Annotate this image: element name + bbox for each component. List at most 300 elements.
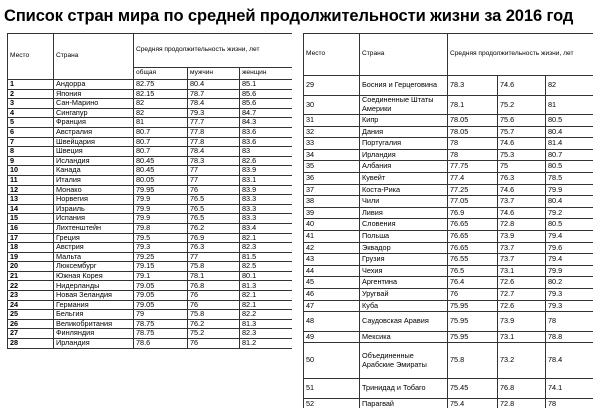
rank-cell: 33 (304, 138, 360, 150)
rank-cell: 50 (304, 343, 360, 379)
table-row (8, 127, 293, 137)
female-cell: 82.1 (240, 291, 293, 301)
country-cell: Люксембург (54, 262, 134, 272)
table-row (304, 312, 594, 332)
rank-cell: 21 (8, 271, 54, 281)
female-cell: 81.3 (240, 319, 293, 329)
table-row (304, 288, 594, 300)
female-cell: 83.4 (240, 223, 293, 233)
rank-cell: 12 (8, 185, 54, 195)
female-cell: 78.5 (546, 172, 594, 184)
rank-cell: 34 (304, 149, 360, 161)
male-cell: 72.7 (498, 288, 546, 300)
male-cell: 80.4 (188, 80, 240, 90)
table-row (8, 156, 293, 166)
rank-cell: 1 (8, 80, 54, 90)
rank-cell: 37 (304, 184, 360, 196)
table-row (304, 95, 594, 115)
female-cell: 85.6 (240, 99, 293, 109)
male-cell: 76 (188, 291, 240, 301)
total-cell: 76 (448, 288, 498, 300)
female-cell: 78.8 (546, 331, 594, 343)
table-row (8, 252, 293, 262)
table-row (8, 147, 293, 157)
male-cell: 73.7 (498, 196, 546, 208)
country-cell: Новая Зеландия (54, 291, 134, 301)
female-cell: 82 (546, 76, 594, 96)
total-cell: 78 (448, 149, 498, 161)
male-cell: 76.8 (188, 281, 240, 291)
rank-cell: 39 (304, 207, 360, 219)
table-row (304, 149, 594, 161)
male-cell: 73.1 (498, 331, 546, 343)
male-header: мужчин (188, 68, 240, 80)
female-cell: 80.7 (546, 149, 594, 161)
table-row (8, 166, 293, 176)
male-cell: 78.7 (188, 89, 240, 99)
table-row (8, 281, 293, 291)
table-row (8, 214, 293, 224)
total-cell: 76.4 (448, 277, 498, 289)
country-cell: Чили (360, 196, 448, 208)
rank-cell: 49 (304, 331, 360, 343)
female-cell: 79.4 (546, 230, 594, 242)
female-cell: 85.1 (240, 80, 293, 90)
female-cell: 81.4 (546, 138, 594, 150)
table-row (8, 195, 293, 205)
female-cell: 79.9 (546, 265, 594, 277)
country-cell: Сингапур (54, 108, 134, 118)
male-cell: 76.2 (188, 319, 240, 329)
female-cell: 79.3 (546, 300, 594, 312)
rank-cell: 11 (8, 175, 54, 185)
table-row (304, 138, 594, 150)
total-header: общая (134, 68, 188, 80)
male-cell: 73.2 (498, 343, 546, 379)
male-cell: 75.2 (498, 95, 546, 115)
country-cell: Австралия (54, 127, 134, 137)
country-cell: Андорра (54, 80, 134, 90)
female-cell: 83.3 (240, 195, 293, 205)
total-cell: 80.7 (134, 147, 188, 157)
rank-cell: 6 (8, 127, 54, 137)
total-cell: 78.05 (448, 115, 498, 127)
female-cell: 82.1 (240, 300, 293, 310)
total-cell: 79.05 (134, 300, 188, 310)
country-cell: Швеция (54, 147, 134, 157)
rank-cell: 32 (304, 126, 360, 138)
rank-cell: 16 (8, 223, 54, 233)
country-cell: Южная Корея (54, 271, 134, 281)
rank-cell: 47 (304, 300, 360, 312)
total-cell: 75.8 (448, 343, 498, 379)
country-cell: Франция (54, 118, 134, 128)
male-cell: 76.5 (188, 204, 240, 214)
female-cell: 83.9 (240, 166, 293, 176)
male-cell: 74.6 (498, 76, 546, 96)
page-title: Список стран мира по средней продолжительности жизни за 2016 год (4, 7, 574, 25)
male-cell: 72.8 (498, 398, 546, 408)
country-cell: Япония (54, 89, 134, 99)
female-cell: 79.3 (546, 288, 594, 300)
table-row (304, 219, 594, 231)
total-cell: 76.55 (448, 254, 498, 266)
rank-cell: 2 (8, 89, 54, 99)
total-cell: 78.1 (448, 95, 498, 115)
table-row (304, 254, 594, 266)
rank-cell: 9 (8, 156, 54, 166)
female-cell: 81 (546, 95, 594, 115)
table-row (8, 329, 293, 339)
table-row (8, 319, 293, 329)
table-row (304, 207, 594, 219)
total-cell: 79.1 (134, 271, 188, 281)
total-cell: 79.95 (134, 185, 188, 195)
total-cell: 76.9 (448, 207, 498, 219)
male-cell: 78.1 (188, 271, 240, 281)
total-cell: 75.95 (448, 312, 498, 332)
female-cell: 81.3 (240, 281, 293, 291)
country-cell: Ирландия (360, 149, 448, 161)
female-cell: 80.1 (240, 271, 293, 281)
table-row (304, 161, 594, 173)
rank-cell: 51 (304, 379, 360, 399)
rank-cell: 28 (8, 339, 54, 349)
country-cell: Монако (54, 185, 134, 195)
table-row (8, 243, 293, 253)
table-row (8, 223, 293, 233)
total-cell: 75.4 (448, 398, 498, 408)
rank-cell: 52 (304, 398, 360, 408)
country-cell: Лихтенштейн (54, 223, 134, 233)
table-row (8, 204, 293, 214)
female-cell: 74.1 (546, 379, 594, 399)
total-cell: 79.25 (134, 252, 188, 262)
country-cell: Грузия (360, 254, 448, 266)
country-cell: Аргентина (360, 277, 448, 289)
country-cell: Албания (360, 161, 448, 173)
rank-cell: 10 (8, 166, 54, 176)
total-cell: 76.65 (448, 219, 498, 231)
female-cell: 84.7 (240, 108, 293, 118)
total-cell: 79.05 (134, 291, 188, 301)
female-cell: 83.6 (240, 137, 293, 147)
table-row (304, 331, 594, 343)
table-row (8, 99, 293, 109)
male-cell: 73.9 (498, 230, 546, 242)
right-table-sheet (303, 33, 593, 408)
country-cell: Кипр (360, 115, 448, 127)
female-cell: 80.4 (546, 126, 594, 138)
male-cell: 76.5 (188, 195, 240, 205)
female-cell: 83.1 (240, 175, 293, 185)
rank-cell: 46 (304, 288, 360, 300)
country-cell: Нидерланды (54, 281, 134, 291)
male-cell: 76.5 (188, 214, 240, 224)
country-header: Страна (54, 34, 134, 80)
country-cell: Словения (360, 219, 448, 231)
male-cell: 77.7 (188, 118, 240, 128)
total-cell: 82 (134, 108, 188, 118)
country-cell: Сан-Марино (54, 99, 134, 109)
country-cell: Босния и Герцеговина (360, 76, 448, 96)
female-cell: 83.9 (240, 185, 293, 195)
left-table-body (8, 80, 293, 349)
table-row (304, 242, 594, 254)
total-cell: 80.7 (134, 127, 188, 137)
total-cell: 79.8 (134, 223, 188, 233)
female-cell: 82.6 (240, 156, 293, 166)
female-cell: 80.5 (546, 219, 594, 231)
total-cell: 79.15 (134, 262, 188, 272)
country-cell: Ирландия (54, 339, 134, 349)
rank-cell: 19 (8, 252, 54, 262)
male-cell: 75.8 (188, 262, 240, 272)
total-cell: 78.6 (134, 339, 188, 349)
rank-cell: 26 (8, 319, 54, 329)
rank-cell: 36 (304, 172, 360, 184)
male-cell: 73.7 (498, 254, 546, 266)
table-row (304, 277, 594, 289)
male-cell: 76.3 (498, 172, 546, 184)
rank-cell: 20 (8, 262, 54, 272)
table-row (8, 291, 293, 301)
table-row (8, 175, 293, 185)
female-cell: 85.6 (240, 89, 293, 99)
country-cell: Греция (54, 233, 134, 243)
rank-cell: 18 (8, 243, 54, 253)
male-cell: 75 (498, 161, 546, 173)
total-cell: 80.45 (134, 156, 188, 166)
country-cell: Чехия (360, 265, 448, 277)
total-cell: 76.5 (448, 265, 498, 277)
male-cell: 77.8 (188, 127, 240, 137)
rank-header: Место (304, 34, 360, 76)
table-row (8, 310, 293, 320)
table-row (8, 339, 293, 349)
total-cell: 78.75 (134, 329, 188, 339)
total-cell: 82.75 (134, 80, 188, 90)
female-cell: 79.9 (546, 184, 594, 196)
male-cell: 72.6 (498, 300, 546, 312)
rank-header: Место (8, 34, 54, 80)
table-row (304, 184, 594, 196)
male-cell: 75.2 (188, 329, 240, 339)
country-cell: Италия (54, 175, 134, 185)
country-cell: Норвегия (54, 195, 134, 205)
rank-cell: 17 (8, 233, 54, 243)
table-row (304, 126, 594, 138)
country-cell: Мальта (54, 252, 134, 262)
total-cell: 80.45 (134, 166, 188, 176)
country-cell: Израиль (54, 204, 134, 214)
total-cell: 75.95 (448, 300, 498, 312)
female-cell: 82.3 (240, 243, 293, 253)
rank-cell: 31 (304, 115, 360, 127)
rank-cell: 22 (8, 281, 54, 291)
male-cell: 75.3 (498, 149, 546, 161)
rank-cell: 14 (8, 204, 54, 214)
rank-cell: 45 (304, 277, 360, 289)
total-cell: 79 (134, 310, 188, 320)
table-row (8, 300, 293, 310)
male-cell: 76.9 (188, 233, 240, 243)
male-cell: 72.6 (498, 277, 546, 289)
rank-cell: 7 (8, 137, 54, 147)
rank-cell: 30 (304, 95, 360, 115)
total-cell: 79.9 (134, 214, 188, 224)
male-cell: 78.3 (188, 156, 240, 166)
table-row (8, 108, 293, 118)
life-expectancy-table-right (303, 33, 593, 408)
total-cell: 75.45 (448, 379, 498, 399)
country-cell: Дания (360, 126, 448, 138)
female-cell: 83.3 (240, 204, 293, 214)
male-cell: 78.4 (188, 147, 240, 157)
total-cell: 79.3 (134, 243, 188, 253)
male-cell: 77.8 (188, 137, 240, 147)
total-cell: 79.9 (134, 204, 188, 214)
female-cell: 80.5 (546, 115, 594, 127)
total-cell: 79.9 (134, 195, 188, 205)
male-cell: 79.3 (188, 108, 240, 118)
table-row (304, 398, 594, 408)
rank-cell: 42 (304, 242, 360, 254)
rank-cell: 13 (8, 195, 54, 205)
male-cell: 77 (188, 175, 240, 185)
male-cell: 73.1 (498, 265, 546, 277)
table-row (304, 265, 594, 277)
rank-cell: 44 (304, 265, 360, 277)
total-cell: 77.25 (448, 184, 498, 196)
female-cell: 82.2 (240, 310, 293, 320)
table-row (304, 172, 594, 184)
male-cell: 75.7 (498, 126, 546, 138)
female-header: женщин (240, 68, 293, 80)
female-cell: 81.5 (240, 252, 293, 262)
country-cell: Тринидад и Тобаго (360, 379, 448, 399)
rank-cell: 25 (8, 310, 54, 320)
female-cell: 79.4 (546, 254, 594, 266)
rank-cell: 24 (8, 300, 54, 310)
male-cell: 74.6 (498, 207, 546, 219)
table-row (304, 76, 594, 96)
table-row (304, 343, 594, 379)
country-cell: Саудовская Аравия (360, 312, 448, 332)
rank-cell: 5 (8, 118, 54, 128)
male-cell: 73.7 (498, 242, 546, 254)
total-cell: 79.05 (134, 281, 188, 291)
country-cell: Коста-Рика (360, 184, 448, 196)
country-cell: Австрия (54, 243, 134, 253)
country-cell: Кувейт (360, 172, 448, 184)
female-cell: 81.2 (240, 339, 293, 349)
life-expectancy-table-left (7, 33, 292, 349)
rank-cell: 4 (8, 108, 54, 118)
country-cell: Ливия (360, 207, 448, 219)
total-cell: 78.3 (448, 76, 498, 96)
country-cell: Исландия (54, 156, 134, 166)
female-cell: 79.6 (546, 242, 594, 254)
male-cell: 75.6 (498, 115, 546, 127)
country-header: Страна (360, 34, 448, 76)
male-cell: 76.8 (498, 379, 546, 399)
female-cell: 79.2 (546, 207, 594, 219)
male-cell: 76 (188, 185, 240, 195)
right-table-body (304, 76, 594, 408)
table-row (304, 379, 594, 399)
total-cell: 78.75 (134, 319, 188, 329)
female-cell: 80.2 (546, 277, 594, 289)
male-cell: 77 (188, 252, 240, 262)
country-cell: Соединенные Штаты Америки (360, 95, 448, 115)
female-cell: 82.5 (240, 262, 293, 272)
table-row (304, 300, 594, 312)
country-cell: Германия (54, 300, 134, 310)
female-cell: 80.5 (546, 161, 594, 173)
total-cell: 78 (448, 138, 498, 150)
table-row (304, 196, 594, 208)
rank-cell: 29 (304, 76, 360, 96)
total-cell: 80.7 (134, 137, 188, 147)
male-cell: 75.8 (188, 310, 240, 320)
country-cell: Швейцария (54, 137, 134, 147)
table-row (8, 233, 293, 243)
female-cell: 83.6 (240, 127, 293, 137)
country-cell: Мексика (360, 331, 448, 343)
rank-cell: 43 (304, 254, 360, 266)
rank-cell: 35 (304, 161, 360, 173)
female-cell: 78 (546, 312, 594, 332)
female-cell: 80.4 (546, 196, 594, 208)
country-cell: Объединенные Арабские Эмираты (360, 343, 448, 379)
female-cell: 78 (546, 398, 594, 408)
rank-cell: 8 (8, 147, 54, 157)
table-row (304, 115, 594, 127)
female-cell: 82.3 (240, 329, 293, 339)
country-cell: Великобритания (54, 319, 134, 329)
life-expectancy-header: Средняя продолжительность жизни, лет (448, 34, 594, 76)
rank-cell: 15 (8, 214, 54, 224)
male-cell: 76 (188, 300, 240, 310)
rank-cell: 27 (8, 329, 54, 339)
female-cell: 83 (240, 147, 293, 157)
rank-cell: 40 (304, 219, 360, 231)
country-cell: Куба (360, 300, 448, 312)
rank-cell: 38 (304, 196, 360, 208)
country-cell: Бельгия (54, 310, 134, 320)
table-row (8, 118, 293, 128)
total-cell: 77.05 (448, 196, 498, 208)
total-cell: 82.15 (134, 89, 188, 99)
male-cell: 73.9 (498, 312, 546, 332)
table-row (8, 185, 293, 195)
total-cell: 80.05 (134, 175, 188, 185)
table-row (8, 271, 293, 281)
total-cell: 79.5 (134, 233, 188, 243)
male-cell: 76.2 (188, 223, 240, 233)
total-cell: 76.65 (448, 242, 498, 254)
table-row (8, 89, 293, 99)
country-cell: Португалия (360, 138, 448, 150)
total-cell: 82 (134, 99, 188, 109)
female-cell: 78.4 (546, 343, 594, 379)
rank-cell: 23 (8, 291, 54, 301)
left-table-sheet (7, 33, 292, 408)
total-cell: 75.95 (448, 331, 498, 343)
table-row (8, 137, 293, 147)
total-cell: 81 (134, 118, 188, 128)
